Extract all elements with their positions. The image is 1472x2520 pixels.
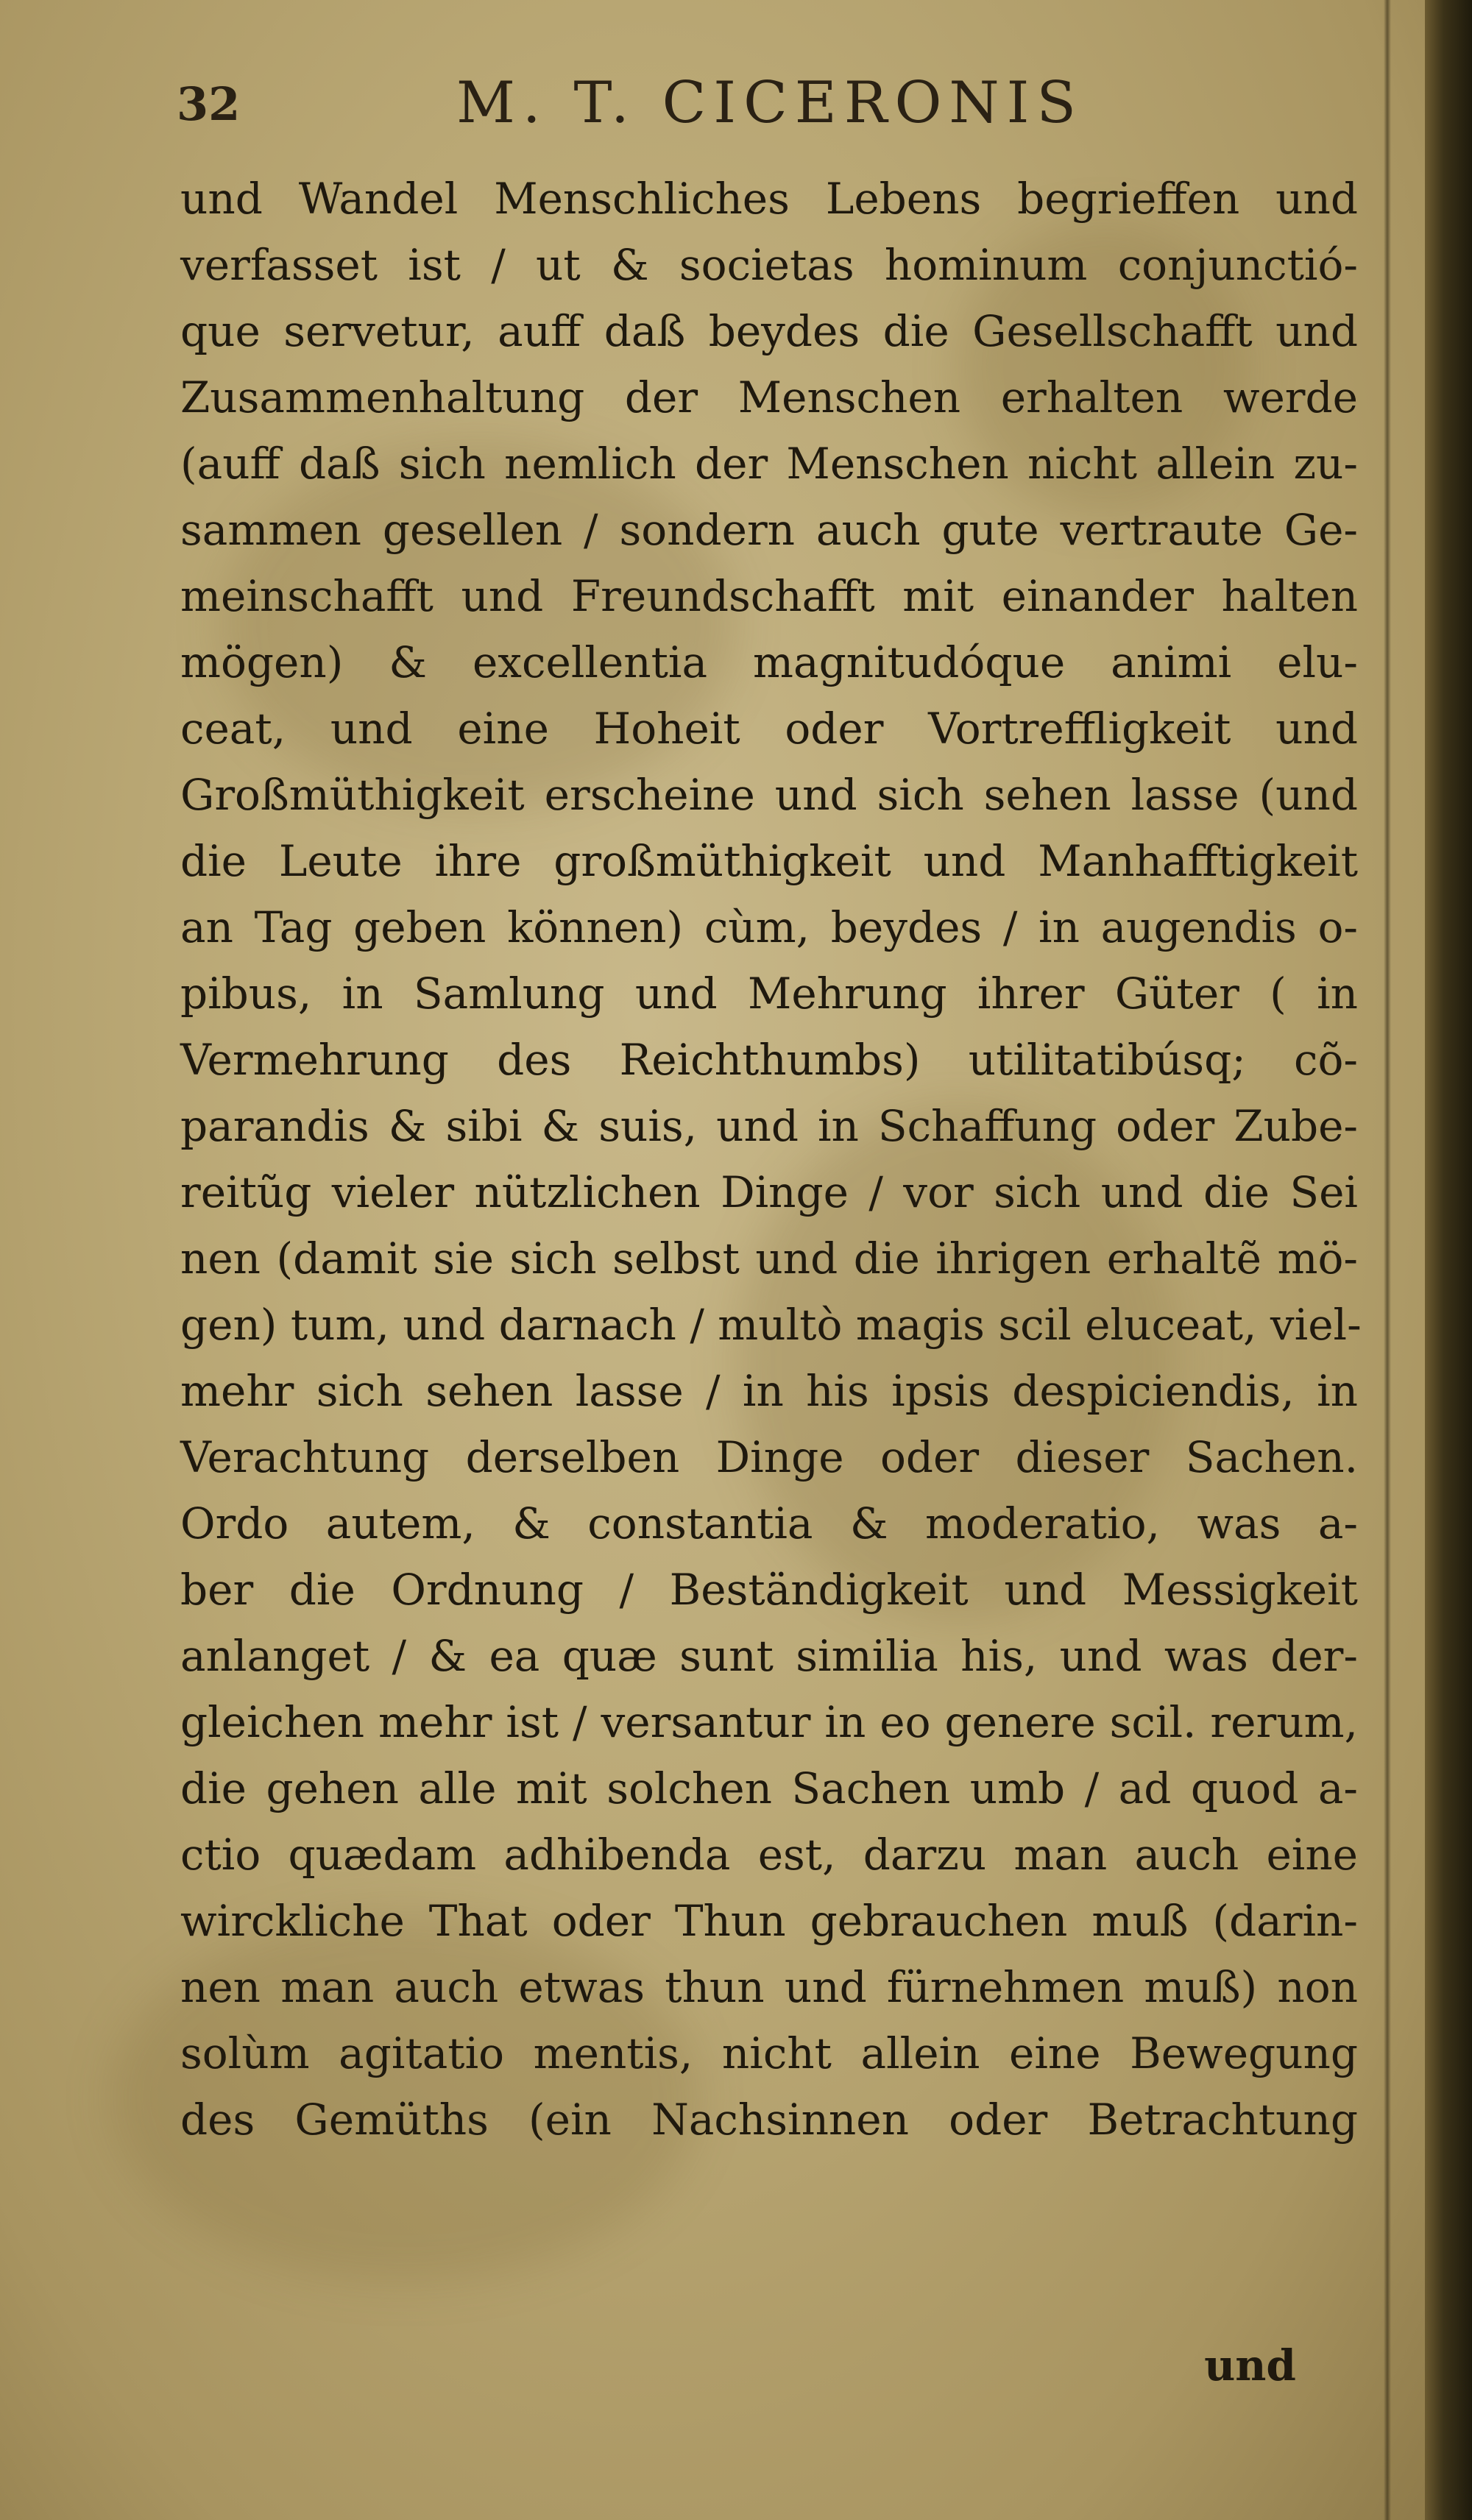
text-line: die Leute ihre großmüthigkeit und Manhafftigkeit — [180, 836, 1358, 886]
gutter-line — [1384, 0, 1391, 2520]
text-line: Zusammenhaltung der Menschen erhalten werde — [180, 372, 1358, 422]
text-line: pibus, in Samlung und Mehrung ihrer Güter ( in — [180, 969, 1358, 1019]
text-line: nen (damit sie sich selbst und die ihrigen erhaltẽ mö- — [180, 1234, 1358, 1284]
text-line: (auff daß sich nemlich der Menschen nicht allein zu- — [180, 439, 1358, 489]
body-text — [180, 166, 1362, 2153]
text-line: die gehen alle mit solchen Sachen umb / ad quod a- — [180, 1763, 1358, 1813]
text-line: anlanget / & ea quæ sunt similia his, und was der- — [180, 1631, 1358, 1681]
running-head-title: M. T. CICERONIS — [456, 70, 1083, 136]
text-line: gen) tum, und darnach / multò magis scil eluceat, viel- — [180, 1300, 1362, 1350]
text-line: solùm agitatio mentis, nicht allein eine Bewegung — [180, 2028, 1358, 2078]
catchword: und — [1204, 2340, 1296, 2390]
text-line: ceat, und eine Hoheit oder Vortreffligkeit und — [180, 704, 1358, 754]
text-line: Vermehrung des Reichthumbs) utilitatibúsq; cõ- — [180, 1035, 1358, 1085]
text-line: mögen) & excellentia magnitudóque animi elu- — [180, 637, 1358, 687]
page-edge — [1425, 0, 1472, 2520]
text-line: des Gemüths (ein Nachsinnen oder Betrachtung — [180, 2095, 1358, 2145]
text-line: reitũg vieler nützlichen Dinge / vor sich und die Sei — [180, 1167, 1358, 1217]
text-line: Ordo autem, & constantia & moderatio, was a- — [180, 1498, 1358, 1549]
text-line: meinschafft und Freundschafft mit einander halten — [180, 571, 1358, 621]
text-line: parandis & sibi & suis, und in Schaffung oder Zube- — [180, 1101, 1358, 1151]
text-line: wirckliche That oder Thun gebrauchen muß (darin- — [180, 1896, 1358, 1946]
text-line: gleichen mehr ist / versantur in eo genere scil. rerum, — [180, 1697, 1358, 1747]
text-line: ber die Ordnung / Beständigkeit und Messigkeit — [180, 1565, 1358, 1615]
page-number: 32 — [177, 77, 241, 131]
text-line: an Tag geben können) cùm, beydes / in augendis o- — [180, 902, 1358, 952]
text-line: que servetur, auff daß beydes die Gesellschafft und — [180, 306, 1358, 356]
text-line: ctio quædam adhibenda est, darzu man auch eine — [180, 1830, 1358, 1880]
text-line: mehr sich sehen lasse / in his ipsis despiciendis, in — [180, 1366, 1358, 1416]
text-line: Großmüthigkeit erscheine und sich sehen lasse (und — [180, 770, 1358, 820]
text-line: Verachtung derselben Dinge oder dieser Sachen. — [180, 1432, 1358, 1482]
text-line: nen man auch etwas thun und fürnehmen muß) non — [180, 1962, 1358, 2012]
text-line: verfasset ist / ut & societas hominum conjunctió- — [180, 240, 1358, 290]
text-line: sammen gesellen / sondern auch gute vertraute Ge- — [180, 505, 1358, 555]
text-line: und Wandel Menschliches Lebens begrieffen und — [180, 174, 1358, 224]
